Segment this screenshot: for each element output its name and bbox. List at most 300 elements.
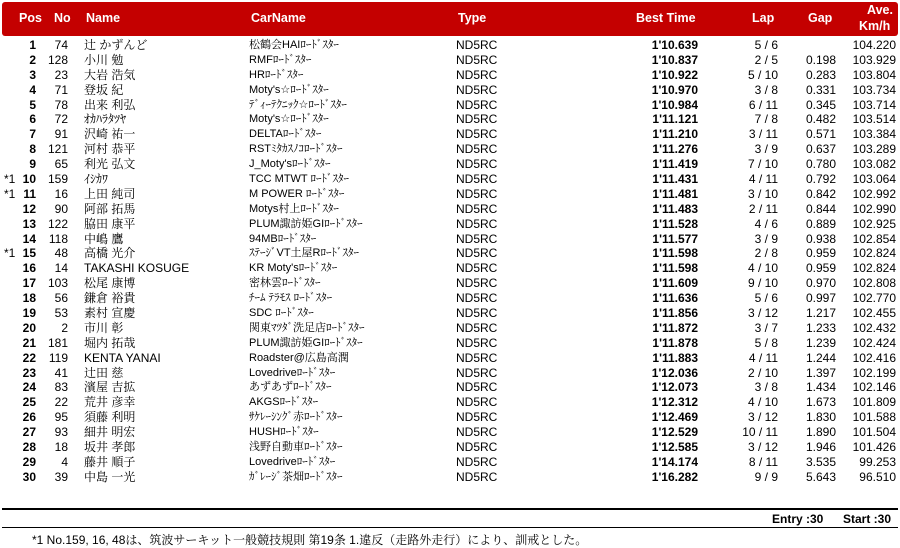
best-time-cell: 1'11.419 [652,157,698,172]
car-name-cell: HUSHﾛｰﾄﾞｽﾀｰ [249,426,319,439]
position-cell: 17 [22,276,36,291]
gap-cell: 0.283 [805,67,836,82]
position-cell: 26 [22,410,36,425]
divider [2,527,898,528]
car-number-cell: 121 [47,142,68,157]
gap-cell: 1.239 [805,335,836,350]
car-name-cell: TCC MTWT ﾛｰﾄﾞｽﾀｰ [249,173,350,186]
table-row [0,83,900,98]
average-speed-cell: 103.384 [852,127,896,142]
best-time-cell: 1'11.878 [652,335,698,350]
car-name-cell: 関東ﾏﾂﾀﾞ洗足店ﾛｰﾄﾞｽﾀｰ [249,321,365,334]
average-speed-cell: 102.770 [852,291,896,306]
lap-cell: 4 / 6 [754,216,778,231]
type-cell: ND5RC [456,335,498,350]
driver-name-cell: 大岩 浩気 [84,67,136,82]
average-speed-cell: 104.220 [852,38,896,52]
lap-cell: 5 / 10 [747,67,778,82]
average-speed-cell: 102.992 [852,186,896,201]
table-row [0,127,900,142]
header-no: No [54,11,71,25]
average-speed-cell: 96.510 [859,469,896,484]
table-row [0,187,900,202]
type-cell: ND5RC [456,306,498,321]
average-speed-cell: 102.808 [852,276,896,291]
car-number-cell: 16 [54,186,68,201]
best-time-cell: 1'10.639 [651,38,698,52]
driver-name-cell: ｲｼｶﾜ [84,172,109,187]
average-speed-cell: 103.289 [852,142,896,157]
car-number-cell: 41 [54,365,68,380]
best-time-cell: 1'11.872 [652,320,698,335]
gap-cell: 1.890 [805,425,836,440]
position-cell: 22 [22,350,36,365]
car-name-cell: 密林雲ﾛｰﾄﾞｽﾀｰ [249,277,321,290]
driver-name-cell: 河村 恭平 [84,142,136,157]
average-speed-cell: 103.929 [852,52,896,67]
car-number-cell: 71 [54,82,68,97]
position-cell: 7 [29,127,36,142]
row-note: *1 [4,172,16,187]
best-time-cell: 1'12.529 [651,425,698,440]
best-time-cell: 1'11.481 [652,186,698,201]
type-cell: ND5RC [456,395,498,410]
type-cell: ND5RC [456,440,498,455]
header-type: Type [458,11,487,25]
header-gap: Gap [808,11,833,25]
car-name-cell: J_Moty'sﾛｰﾄﾞｽﾀｰ [249,158,331,171]
average-speed-cell: 103.714 [852,97,896,112]
car-number-cell: 56 [54,291,68,306]
lap-cell: 3 / 10 [747,186,778,201]
gap-cell: 0.844 [805,201,836,216]
type-cell: ND5RC [456,52,498,67]
type-cell: ND5RC [456,469,498,484]
driver-name-cell: 沢崎 祐一 [84,127,136,142]
average-speed-cell: 103.082 [852,157,896,172]
car-number-cell: 48 [54,246,68,261]
position-cell: 24 [22,380,36,395]
car-number-cell: 14 [54,261,68,276]
driver-name-cell: 濱屋 吉拡 [84,380,136,395]
table-row [0,276,900,291]
position-cell: 6 [29,112,36,127]
car-name-cell: PLUM諏訪姫GIﾛｰﾄﾞｽﾀｰ [249,217,363,230]
car-name-cell: Lovedriveﾛｰﾄﾞｽﾀｰ [249,366,336,379]
table-row [0,351,900,366]
best-time-cell: 1'11.276 [652,142,698,157]
lap-cell: 4 / 11 [748,172,778,187]
car-name-cell: RSTﾐﾀｶｽﾉｺﾛｰﾄﾞｽﾀｰ [249,143,343,156]
divider [2,508,898,510]
average-speed-cell: 102.416 [852,350,896,365]
car-name-cell: 94MBﾛｰﾄﾞｽﾀｰ [249,232,317,245]
table-row [0,306,900,321]
type-cell: ND5RC [456,216,498,231]
position-cell: 14 [22,231,36,246]
lap-cell: 5 / 6 [754,38,778,52]
car-number-cell: 4 [61,454,68,469]
driver-name-cell: 細井 明宏 [84,425,136,440]
driver-name-cell: 市川 彰 [84,320,124,335]
footnote: *1 No.159, 16, 48は、筑波サーキット一般競技規則 第19条 1.違反（走路外走行）により、訓戒とした。 [32,533,588,547]
position-cell: 16 [22,261,36,276]
type-cell: ND5RC [456,186,498,201]
average-speed-cell: 103.514 [852,112,896,127]
table-row [0,98,900,113]
best-time-cell: 1'10.922 [651,67,698,82]
driver-name-cell: 辻田 慈 [84,365,124,380]
table-row [0,112,900,127]
position-cell: 20 [22,320,36,335]
gap-cell: 0.345 [805,97,836,112]
type-cell: ND5RC [456,82,498,97]
lap-cell: 3 / 8 [754,380,778,395]
table-row [0,395,900,410]
position-cell: 8 [29,142,36,157]
table-row [0,336,900,351]
type-cell: ND5RC [456,276,498,291]
gap-cell: 1.434 [805,380,836,395]
table-row [0,291,900,306]
average-speed-cell: 102.199 [852,365,896,380]
table-row [0,366,900,381]
gap-cell: 0.959 [805,246,836,261]
average-speed-cell: 101.426 [852,440,896,455]
lap-cell: 3 / 12 [747,306,778,321]
type-cell: ND5RC [456,142,498,157]
driver-name-cell: 高橋 光介 [84,246,136,261]
position-cell: 3 [29,67,36,82]
average-speed-cell: 102.432 [852,320,896,335]
type-cell: ND5RC [456,246,498,261]
table-row [0,321,900,336]
header-name: Name [86,11,121,25]
start-count: Start :30 [843,512,892,526]
car-number-cell: 122 [47,216,68,231]
best-time-cell: 1'12.585 [651,440,698,455]
position-cell: 15 [22,246,36,261]
type-cell: ND5RC [456,231,498,246]
best-time-cell: 1'11.883 [652,350,698,365]
table-row [0,142,900,157]
car-name-cell: DELTAﾛｰﾄﾞｽﾀｰ [249,128,322,141]
car-number-cell: 119 [48,350,68,365]
car-number-cell: 118 [48,231,68,246]
lap-cell: 10 / 11 [742,425,778,440]
gap-cell: 0.792 [805,172,836,187]
car-number-cell: 128 [47,52,68,67]
table-row [0,246,900,261]
best-time-cell: 1'11.210 [652,127,698,142]
position-cell: 25 [22,395,36,410]
lap-cell: 4 / 10 [747,261,778,276]
header-pos: Pos [19,11,42,25]
table-row [0,440,900,455]
lap-cell: 3 / 11 [748,127,778,142]
best-time-cell: 1'12.073 [651,380,698,395]
position-cell: 9 [29,157,36,172]
gap-cell: 1.673 [805,395,836,410]
average-speed-cell: 101.504 [852,425,896,440]
header-lap: Lap [752,11,775,25]
row-note: *1 [4,246,16,261]
gap-cell: 0.842 [805,186,836,201]
average-speed-cell: 102.854 [852,231,896,246]
gap-cell: 0.997 [805,291,836,306]
lap-cell: 2 / 10 [747,365,778,380]
driver-name-cell: 鎌倉 裕貴 [84,291,136,306]
best-time-cell: 1'12.469 [651,410,698,425]
average-speed-cell: 102.146 [852,380,896,395]
car-name-cell: Lovedriveﾛｰﾄﾞｽﾀｰ [249,455,336,468]
entry-count: Entry :30 [772,512,824,526]
driver-name-cell: 出来 利弘 [84,97,136,112]
average-speed-cell: 101.809 [852,395,896,410]
table-row [0,261,900,276]
best-time-cell: 1'11.431 [652,172,698,187]
driver-name-cell: 辻 かずんど [84,38,148,52]
driver-name-cell: 小川 勉 [84,52,124,67]
car-number-cell: 18 [54,440,68,455]
type-cell: ND5RC [456,172,498,187]
type-cell: ND5RC [456,291,498,306]
car-name-cell: RMFﾛｰﾄﾞｽﾀｰ [249,53,312,66]
car-number-cell: 159 [47,172,68,187]
gap-cell: 0.482 [805,112,836,127]
position-cell: 19 [22,306,36,321]
best-time-cell: 1'11.636 [652,291,698,306]
driver-name-cell: 脇田 康平 [84,216,136,231]
gap-cell: 1.217 [805,306,836,321]
car-number-cell: 93 [54,425,68,440]
gap-cell: 0.331 [805,82,836,97]
average-speed-cell: 99.253 [859,454,896,469]
best-time-cell: 1'16.282 [651,469,698,484]
driver-name-cell: 阿部 拓馬 [84,201,136,216]
car-number-cell: 91 [54,127,68,142]
best-time-cell: 1'11.577 [652,231,698,246]
average-speed-cell: 102.824 [852,246,896,261]
driver-name-cell: TAKASHI KOSUGE [84,261,190,276]
car-name-cell: Motys村上ﾛｰﾄﾞｽﾀｰ [249,202,339,215]
gap-cell: 0.889 [805,216,836,231]
car-name-cell: HRﾛｰﾄﾞｽﾀｰ [249,68,304,81]
average-speed-cell: 102.424 [852,335,896,350]
lap-cell: 3 / 7 [754,320,778,335]
position-cell: 27 [22,425,36,440]
gap-cell: 0.198 [805,52,836,67]
car-number-cell: 53 [54,306,68,321]
car-name-cell: ｽﾃｰｼﾞVT土屋Rﾛｰﾄﾞｽﾀｰ [249,247,359,260]
table-row [0,172,900,187]
table-row [0,470,900,485]
type-cell: ND5RC [456,67,498,82]
car-name-cell: ﾃﾞｨｰﾃｸﾆｯｸ☆ﾛｰﾄﾞｽﾀｰ [249,98,347,111]
car-name-cell: M POWER ﾛｰﾄﾞｽﾀｰ [249,187,345,200]
table-row [0,38,900,53]
lap-cell: 3 / 8 [754,82,778,97]
driver-name-cell: 利光 弘文 [84,157,136,172]
lap-cell: 2 / 8 [754,246,778,261]
best-time-cell: 1'11.609 [652,276,698,291]
header-ave: Ave. [867,3,893,17]
car-name-cell: 浅野自動車ﾛｰﾄﾞｽﾀｰ [249,441,343,454]
best-time-cell: 1'11.528 [652,216,698,231]
results-table-body [0,38,900,485]
table-row [0,53,900,68]
position-cell: 2 [29,52,36,67]
car-name-cell: Roadster@広島高潤 [249,351,349,364]
lap-cell: 6 / 11 [748,97,778,112]
type-cell: ND5RC [456,261,498,276]
lap-cell: 5 / 8 [754,335,778,350]
car-name-cell: SDC ﾛｰﾄﾞｽﾀｰ [249,307,314,320]
position-cell: 1 [29,38,36,52]
type-cell: ND5RC [456,410,498,425]
driver-name-cell: 中嶋 鷹 [84,231,124,246]
type-cell: ND5RC [456,127,498,142]
best-time-cell: 1'14.174 [651,454,698,469]
lap-cell: 8 / 11 [748,454,778,469]
position-cell: 21 [22,335,36,350]
type-cell: ND5RC [456,157,498,172]
driver-name-cell: 松尾 康博 [84,276,136,291]
gap-cell: 0.970 [805,276,836,291]
car-number-cell: 39 [54,469,68,484]
position-cell: 13 [22,216,36,231]
table-row [0,232,900,247]
table-row [0,202,900,217]
lap-cell: 7 / 8 [754,112,778,127]
average-speed-cell: 101.588 [852,410,896,425]
best-time-cell: 1'11.856 [652,306,698,321]
position-cell: 18 [22,291,36,306]
driver-name-cell: 中島 一光 [84,469,136,484]
gap-cell: 1.397 [805,365,836,380]
best-time-cell: 1'11.483 [652,201,698,216]
average-speed-cell: 102.990 [852,201,896,216]
position-cell: 30 [22,469,36,484]
gap-cell: 0.571 [805,127,836,142]
car-number-cell: 72 [54,112,68,127]
lap-cell: 2 / 5 [754,52,778,67]
table-row [0,425,900,440]
car-name-cell: ｶﾞﾚｰｼﾞ茶畑ﾛｰﾄﾞｽﾀｰ [249,470,343,483]
car-number-cell: 22 [54,395,68,410]
car-name-cell: AKGSﾛｰﾄﾞｽﾀｰ [249,396,319,409]
table-row [0,410,900,425]
table-row [0,157,900,172]
lap-cell: 9 / 10 [747,276,778,291]
header-kmh: Km/h [859,19,891,33]
car-number-cell: 23 [54,67,68,82]
car-number-cell: 103 [47,276,68,291]
best-time-cell: 1'10.837 [651,52,698,67]
lap-cell: 3 / 9 [754,231,778,246]
row-note: *1 [4,186,16,201]
car-number-cell: 95 [54,410,68,425]
gap-cell: 1.244 [805,350,836,365]
gap-cell: 1.946 [805,440,836,455]
car-name-cell: Moty's☆ﾛｰﾄﾞｽﾀｰ [249,83,329,96]
best-time-cell: 1'11.121 [652,112,698,127]
type-cell: ND5RC [456,380,498,395]
position-cell: 11 [23,186,36,201]
driver-name-cell: 登坂 紀 [84,82,124,97]
type-cell: ND5RC [456,320,498,335]
gap-cell: 0.637 [805,142,836,157]
lap-cell: 3 / 12 [747,410,778,425]
car-number-cell: 2 [61,320,68,335]
header-best-time: Best Time [636,11,696,25]
driver-name-cell: 坂井 孝郎 [84,440,136,455]
lap-cell: 5 / 6 [754,291,778,306]
position-cell: 10 [22,172,36,187]
best-time-cell: 1'11.598 [652,246,698,261]
type-cell: ND5RC [456,97,498,112]
car-number-cell: 74 [54,38,68,52]
gap-cell: 5.643 [805,469,836,484]
driver-name-cell: ｵｶﾊﾗﾀﾂﾔ [84,112,127,127]
average-speed-cell: 103.064 [852,172,896,187]
car-name-cell: 松鶴会HAIﾛｰﾄﾞｽﾀｰ [249,39,339,51]
gap-cell: 0.959 [805,261,836,276]
car-number-cell: 90 [54,201,68,216]
average-speed-cell: 102.824 [852,261,896,276]
table-row [0,68,900,83]
driver-name-cell: 堀内 拓哉 [84,335,136,350]
best-time-cell: 1'10.984 [651,97,698,112]
gap-cell: 3.535 [805,454,836,469]
car-name-cell: ﾁｰﾑ ﾃﾗﾓｽ ﾛｰﾄﾞｽﾀｰ [249,292,333,305]
position-cell: 5 [29,97,36,112]
car-number-cell: 65 [54,157,68,172]
gap-cell: 1.233 [805,320,836,335]
position-cell: 29 [22,454,36,469]
car-name-cell: PLUM諏訪姫GIﾛｰﾄﾞｽﾀｰ [249,336,363,349]
car-name-cell: KR Moty'sﾛｰﾄﾞｽﾀｰ [249,262,338,275]
table-row [0,380,900,395]
car-name-cell: ｻｹﾚｰｼﾝｸﾞ赤ﾛｰﾄﾞｽﾀｰ [249,411,343,424]
position-cell: 28 [22,440,36,455]
lap-cell: 4 / 11 [748,350,778,365]
driver-name-cell: 素村 宣慶 [84,306,136,321]
average-speed-cell: 103.804 [852,67,896,82]
gap-cell: 0.780 [805,157,836,172]
best-time-cell: 1'10.970 [651,82,698,97]
car-name-cell: あずあずﾛｰﾄﾞｽﾀｰ [249,381,332,394]
lap-cell: 3 / 9 [754,142,778,157]
table-row [0,455,900,470]
best-time-cell: 1'12.036 [651,365,698,380]
type-cell: ND5RC [456,201,498,216]
gap-cell: 1.830 [805,410,836,425]
type-cell: ND5RC [456,454,498,469]
average-speed-cell: 103.734 [852,82,896,97]
car-number-cell: 83 [54,380,68,395]
type-cell: ND5RC [456,425,498,440]
lap-cell: 2 / 11 [748,201,778,216]
car-number-cell: 78 [54,97,68,112]
driver-name-cell: KENTA YANAI [84,350,161,365]
lap-cell: 4 / 10 [747,395,778,410]
driver-name-cell: 上田 純司 [84,186,136,201]
driver-name-cell: 須藤 利明 [84,410,136,425]
average-speed-cell: 102.455 [852,306,896,321]
position-cell: 23 [22,365,36,380]
table-header [2,2,898,36]
